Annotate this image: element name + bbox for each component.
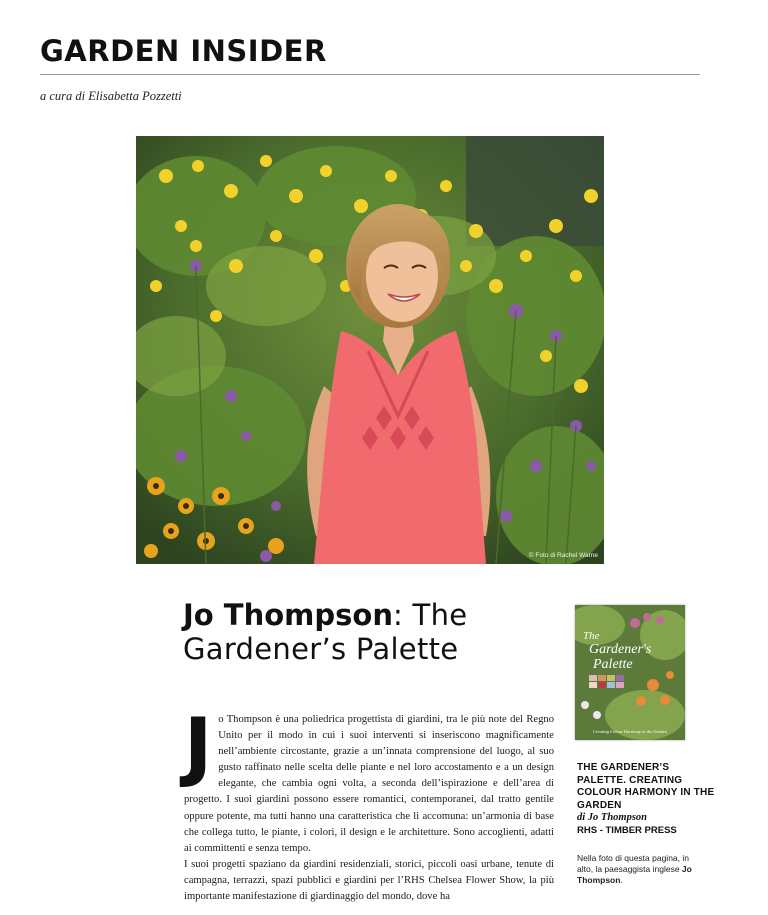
header-rule (40, 74, 700, 75)
headline-name: Jo Thompson (183, 598, 393, 632)
caption-end: . (620, 875, 623, 885)
curator-credit: a cura di Elisabetta Pozzetti (40, 89, 182, 103)
cover-title-2: Gardener's (589, 642, 652, 657)
book-author: di Jo Thompson (577, 812, 648, 823)
caption-text: Nella foto di questa pagina, in alto, la paesaggista inglese (577, 853, 689, 874)
book-publisher: RHS - TIMBER PRESS (577, 824, 677, 836)
article-body (184, 701, 554, 905)
garden-portrait-illustration (136, 136, 604, 564)
book-details (577, 762, 717, 837)
photo-credit: © Foto di Rachel Warne (528, 552, 598, 559)
cover-title-1: The (583, 630, 600, 642)
masthead-title: GARDEN INSIDER (40, 34, 327, 68)
cover-title-3: Palette (593, 657, 633, 672)
cover-subtitle: Creating Colour Harmony in the Garden (593, 729, 667, 734)
book-title: THE GARDENER’S PALETTE. CREATING COLOUR HARMONY IN THE GARDEN (577, 762, 715, 811)
portrait-photo (136, 136, 604, 564)
drop-cap: J (184, 701, 213, 790)
book-cover-image (575, 605, 685, 740)
article-headline (183, 598, 563, 666)
book-cover-illustration (575, 605, 685, 740)
article-paragraph-2: I suoi progetti spaziano da giardini residenziali, storici, piccoli oasi urbane, tenute di campagna, terrazzi, spazi pubblici e giardini per l’RHS Chelsea Flower Show, la più importante manifestazione di giardinaggio del mondo, dove ha (184, 858, 554, 903)
photo-caption (577, 853, 707, 886)
article-paragraph-1: o Thompson è una poliedrica progettista di giardini, tra le più note del Regno Unito per il modo in cui i suoi interventi si inseriscono magnificamente nell’ambiente circostante, grazie a un’innata comprensione del luogo, al suo gusto raffinato nelle scelta delle piante e nel loro accostamento e a un design elegante, che cambia ogni volta, a seconda dell’ispirazione e dell’area di progetto. I suoi giardini possono essere romantici, contemporanei, dal tratto gentile oppure potente, ma tutti hanno una caratteristica che li accomuna: un’armonia di base che collega tutto, le piante, i colori, il design e le architetture. Sono accoglienti, adatti ai committenti e senza tempo. (184, 714, 554, 854)
caption-name: Jo Thompson (577, 864, 692, 885)
headline-title: : The Gardener’s Palette (183, 598, 468, 666)
